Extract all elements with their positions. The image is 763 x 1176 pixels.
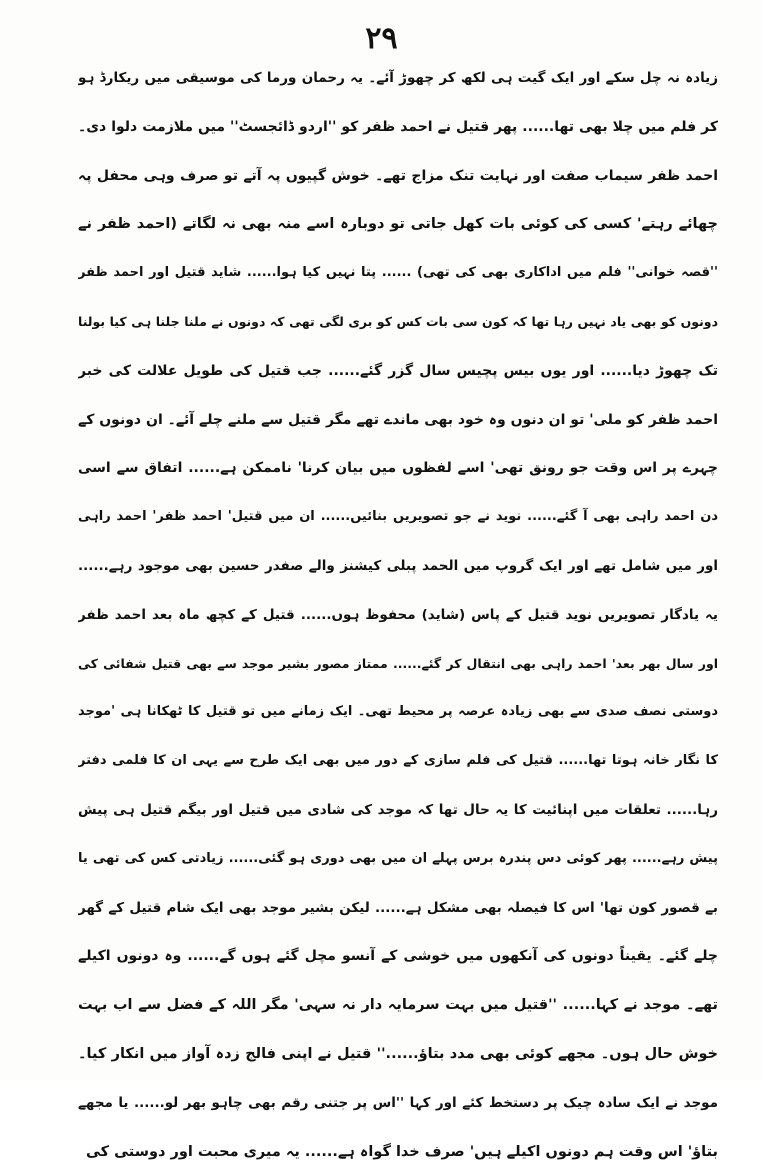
text-line: کر فلم میں چلا بھی تھا...... پھر قتیل نے احمد ظفر کو ''اردو ڈائجسٹ'' میں ملازمت دلوا دی۔: [78, 118, 718, 135]
text-line: خوش حال ہوں۔ مجھے کوئی بھی مدد بتاؤ......'' قتیل نے اپنی فالج زدہ آواز میں انکار کیا۔: [78, 1045, 718, 1062]
text-line: یہ یادگار تصویریں نوید قتیل کے پاس (شاید) محفوظ ہوں...... قتیل کے کچھ ماہ بعد احمد ظفر: [78, 606, 718, 623]
text-line: زیادہ نہ چل سکے اور ایک گیت ہی لکھ کر چھوڑ آئے۔ یہ رحمان ورما کی موسیقی میں ریکارڈ ہو: [78, 70, 718, 86]
text-line: چہرے پر اس وقت جو رونق تھی' اسے لفظوں میں بیان کرنا' ناممکن ہے...... اتفاق سے اسی: [78, 460, 718, 477]
text-line: احمد ظفر کو ملی' تو ان دنوں وہ خود بھی ماندے تھے مگر قتیل سے ملنے چلے آئے۔ ان دونوں کے: [78, 411, 718, 428]
text-line: چھائے رہتے' کسی کی کوئی بات کھل جاتی تو دوبارہ اسے منہ بھی نہ لگاتے (احمد ظفر نے: [78, 216, 718, 233]
text-line: پیش رہے...... پھر کوئی دس پندرہ برس پہلے ان میں بھی دوری ہو گئی...... زیادتی کس کی تھی یا: [78, 850, 718, 866]
text-line: احمد ظفر سیماب صفت اور نہایت تنک مزاج تھے۔ خوش گپیوں پہ آتے تو صرف وہی محفل پہ: [78, 167, 718, 184]
text-line: بے قصور کون تھا' اس کا فیصلہ بھی مشکل ہے...... لیکن بشیر موجد بھی ایک شام قتیل کے گھر: [78, 899, 718, 916]
text-line: دن احمد راہی بھی آ گئے...... نوید نے جو تصویریں بنائیں...... ان میں قتیل' احمد ظفر' احمد راہی: [78, 509, 718, 525]
text-line: کا نگار خانہ ہوتا تھا...... قتیل کی فلم سازی کے دور میں بھی ایک طرح سے یہی ان کا فلمی دفتر: [78, 753, 718, 769]
text-line: موجد نے ایک سادہ چیک پر دستخط کئے اور کہا ''اس پر جتنی رقم بھی چاہو بھر لو...... یا مجھے: [78, 1094, 718, 1111]
text-line: رہا...... تعلقات میں اپنائیت کا یہ حال تھا کہ موجد کی شادی میں قتیل اور بیگم قتیل ہی پیش: [78, 801, 718, 818]
text-line: تک چھوڑ دیا...... اور یوں بیس پچیس سال گزر گئے...... جب قتیل کی طویل علالت کی خبر: [78, 362, 718, 379]
text-line: دوستی نصف صدی سے بھی زیادہ عرصہ پر محیط تھی۔ ایک زمانے میں تو قتیل کا ٹھکانا ہی 'موجد: [78, 704, 718, 720]
body-text: [78, 54, 718, 1176]
text-line: بتاؤ' اس وقت ہم دونوں اکیلے ہیں' صرف خدا گواہ ہے...... یہ میری محبت اور دوستی کی: [85, 1143, 718, 1160]
text-line: چلے گئے۔ یقیناً دونوں کی آنکھوں میں خوشی کے آنسو مچل گئے ہوں گے...... وہ دونوں اکیلے: [78, 948, 718, 965]
text-line: تھے۔ موجد نے کہا...... ''قتیل میں بہت سرمایہ دار نہ سہی' مگر اللہ کے فضل سے اب بہت: [78, 997, 718, 1014]
page-number: ۲۹: [365, 21, 398, 56]
text-line: دونوں کو بھی یاد نہیں رہا تھا کہ کون سی بات کس کو بری لگی تھی کہ دونوں نے ملنا جلنا ہی کیا بولنا: [78, 313, 718, 329]
text-line: اور سال بھر بعد' احمد راہی بھی انتقال کر گئے...... ممتاز مصور بشیر موجد سے بھی قتیل شفائی کی: [78, 655, 718, 671]
text-line: ''قصہ خوانی'' فلم میں اداکاری بھی کی تھی) ...... پتا نہیں کیا ہوا...... شاید قتیل اور احمد ظفر: [78, 265, 718, 281]
text-line: اور میں شامل تھے اور ایک گروپ میں الحمد پبلی کیشنز والے صفدر حسین بھی موجود رہے......: [78, 557, 718, 574]
